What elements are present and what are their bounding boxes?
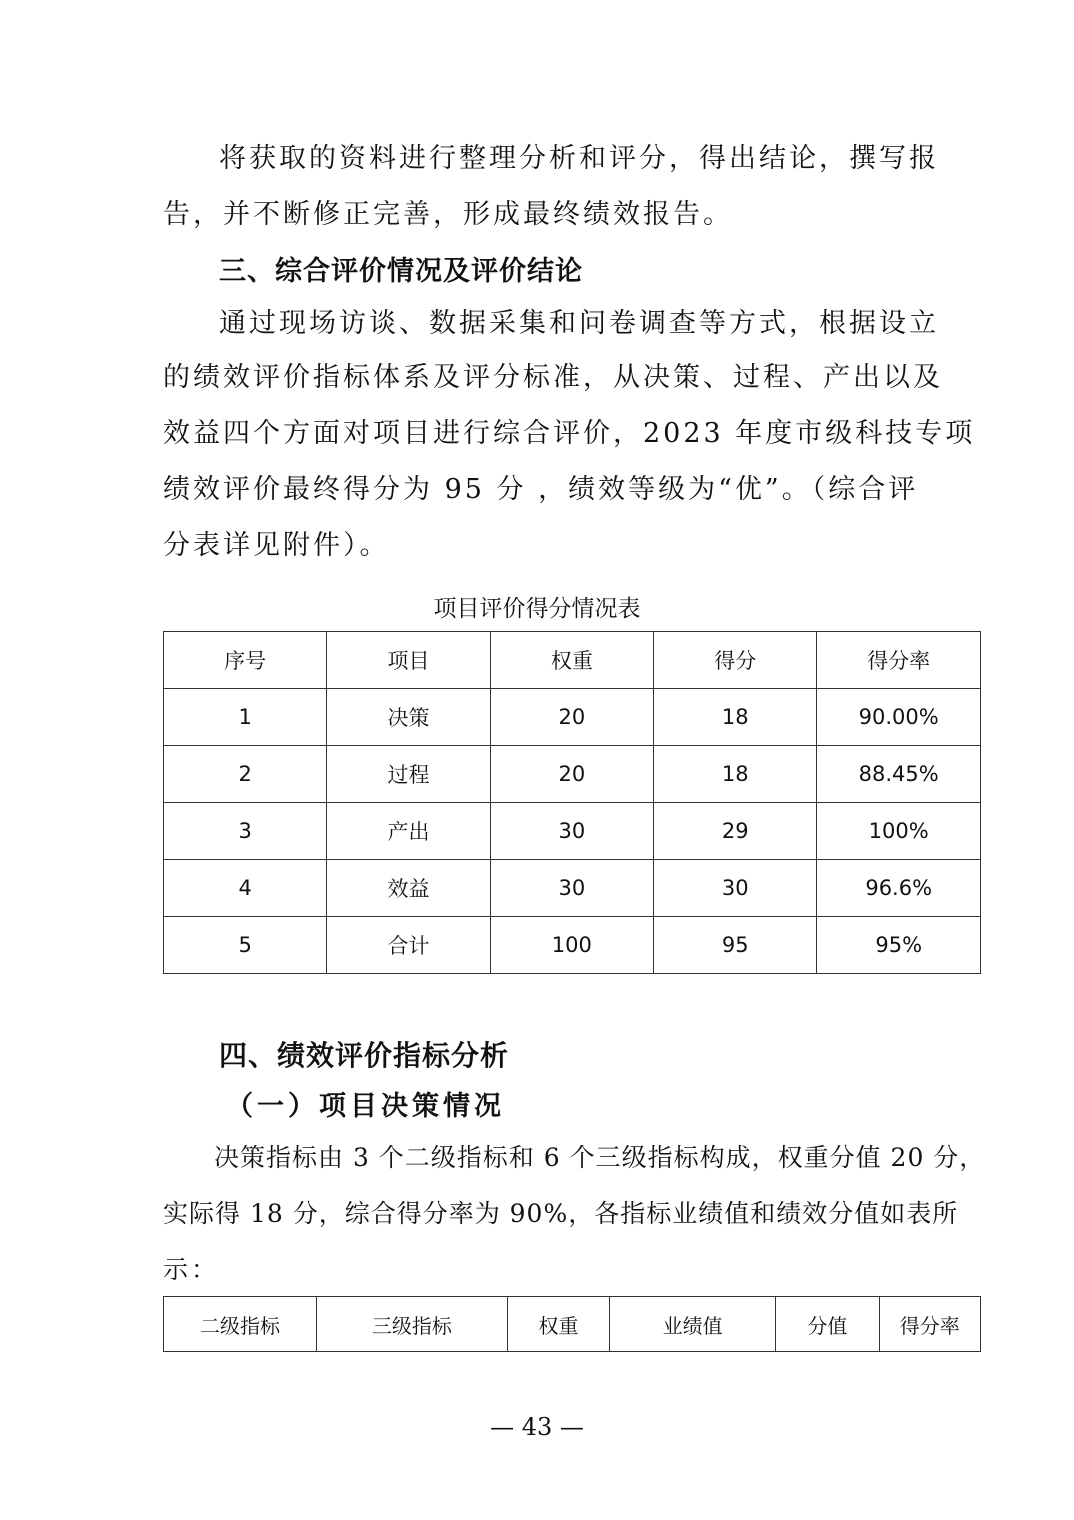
header-cell: 序号 <box>164 632 327 689</box>
paragraph-line: 将获取的资料进行整理分析和评分，得出结论，撰写报 <box>219 143 939 174</box>
cell: 过程 <box>327 746 490 803</box>
header-cell: 权重 <box>490 632 653 689</box>
paragraph-line: 示： <box>163 1255 220 1284</box>
paragraph-line: 告，并不断修正完善，形成最终绩效报告。 <box>163 199 733 230</box>
cell: 效益 <box>327 860 490 917</box>
table-row <box>164 803 981 860</box>
paragraph-line: 的绩效评价指标体系及评分标准，从决策、过程、产出以及 <box>163 362 943 393</box>
cell: 产出 <box>327 803 490 860</box>
cell: 决策 <box>327 689 490 746</box>
cell: 5 <box>164 917 327 974</box>
header-cell: 二级指标 <box>164 1297 317 1352</box>
cell: 96.6% <box>817 860 981 917</box>
cell: 2 <box>164 746 327 803</box>
decision-table <box>163 1296 981 1352</box>
cell: 90.00% <box>817 689 981 746</box>
table-row <box>164 917 981 974</box>
cell: 95 <box>654 917 817 974</box>
table-row <box>164 689 981 746</box>
paragraph-line: 分表详见附件）。 <box>163 530 390 561</box>
cell: 30 <box>490 803 653 860</box>
cell: 30 <box>654 860 817 917</box>
score-table <box>163 631 981 974</box>
paragraph-line: 绩效评价最终得分为 95 分 ，绩效等级为“优”。（综合评 <box>163 474 919 505</box>
section-heading: 三、综合评价情况及评价结论 <box>219 256 583 287</box>
table-caption: 项目评价得分情况表 <box>433 596 641 622</box>
cell: 20 <box>490 746 653 803</box>
paragraph-line: 实际得 18 分，综合得分率为 90%，各指标业绩值和绩效分值如表所 <box>163 1199 959 1228</box>
header-cell: 得分率 <box>879 1297 980 1352</box>
cell: 29 <box>654 803 817 860</box>
cell: 20 <box>490 689 653 746</box>
table-row <box>164 860 981 917</box>
cell: 95% <box>817 917 981 974</box>
cell: 88.45% <box>817 746 981 803</box>
cell: 18 <box>654 746 817 803</box>
paragraph-line: 通过现场访谈、数据采集和问卷调查等方式，根据设立 <box>219 308 939 339</box>
subsection-heading: （一）项目决策情况 <box>226 1091 505 1122</box>
cell: 1 <box>164 689 327 746</box>
header-cell: 项目 <box>327 632 490 689</box>
paragraph-line: 决策指标由 3 个二级指标和 6 个三级指标构成，权重分值 20 分， <box>214 1143 986 1172</box>
header-cell: 权重 <box>507 1297 609 1352</box>
section-heading: 四、绩效评价指标分析 <box>219 1039 510 1072</box>
header-cell: 业绩值 <box>610 1297 776 1352</box>
cell: 4 <box>164 860 327 917</box>
table-header-row <box>164 1297 981 1352</box>
cell: 100 <box>490 917 653 974</box>
cell: 18 <box>654 689 817 746</box>
page-number: — 43 — <box>490 1413 584 1441</box>
header-cell: 得分 <box>654 632 817 689</box>
header-cell: 得分率 <box>817 632 981 689</box>
table-row <box>164 746 981 803</box>
cell: 合计 <box>327 917 490 974</box>
header-cell: 三级指标 <box>317 1297 508 1352</box>
header-cell: 分值 <box>776 1297 879 1352</box>
table-header-row <box>164 632 981 689</box>
cell: 30 <box>490 860 653 917</box>
cell: 100% <box>817 803 981 860</box>
paragraph-line: 效益四个方面对项目进行综合评价，2023 年度市级科技专项 <box>163 418 976 449</box>
cell: 3 <box>164 803 327 860</box>
